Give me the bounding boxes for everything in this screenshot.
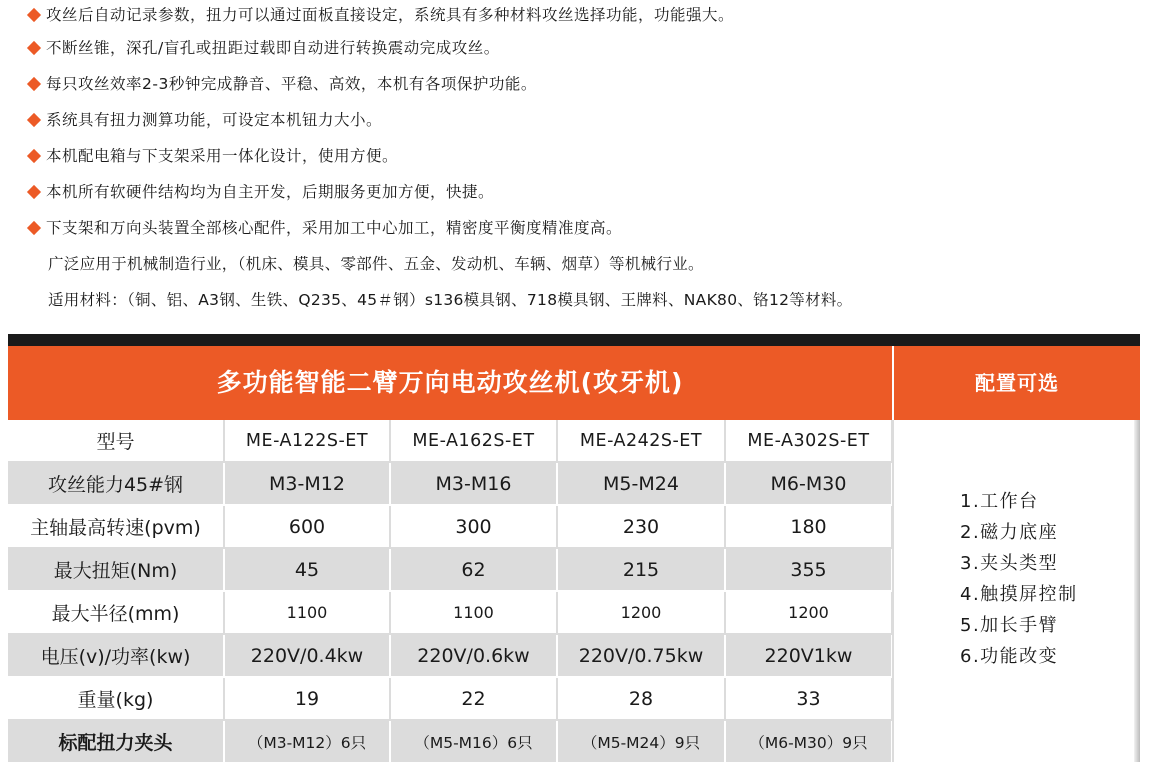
table-cell: ME-A302S-ET (725, 420, 892, 462)
diamond-bullet-icon (27, 41, 41, 55)
table-cell: 230 (557, 505, 725, 548)
materials-note: 适用材料：（铜、铝、A3钢、生铁、Q235、45＃钢）s136模具钢、718模具钢、王牌料、NAK80、铬12等材料。 (48, 291, 853, 309)
table-cell: ME-A242S-ET (557, 420, 725, 462)
spec-table (8, 420, 893, 764)
table-cell: M6-M30 (725, 462, 892, 505)
option-item: 1.工作台 (960, 491, 1039, 512)
table-row-chuck (8, 720, 892, 763)
table-cell: 220V/0.75kw (557, 634, 725, 677)
feature-text: 攻丝后自动记录参数，扭力可以通过面板直接设定，系统具有多种材料攻丝选择功能，功能强大。 (46, 6, 735, 24)
card-header (8, 346, 1140, 420)
table-cell: M5-M24 (557, 462, 725, 505)
table-cell: （M5-M24）9只 (557, 720, 725, 763)
table-cell: M3-M16 (390, 462, 557, 505)
table-cell: ME-A122S-ET (224, 420, 390, 462)
table-cell: 22 (390, 677, 557, 720)
product-title: 多功能智能二臂万向电动攻丝机(攻牙机) (216, 368, 684, 397)
table-row-speed (8, 505, 892, 548)
feature-item (26, 174, 1136, 210)
diamond-bullet-icon (27, 113, 41, 127)
option-item: 5.加长手臂 (960, 615, 1059, 636)
row-label: 最大扭矩(Nm) (8, 548, 224, 591)
table-cell: （M5-M16）6只 (390, 720, 557, 763)
row-label: 电压(v)/功率(kw) (8, 634, 224, 677)
option-item: 4.触摸屏控制 (960, 584, 1078, 605)
feature-list (26, 0, 1136, 318)
option-item: 3.夹头类型 (960, 553, 1059, 574)
feature-item (26, 30, 1136, 66)
diamond-bullet-icon (27, 8, 41, 22)
table-cell: 33 (725, 677, 892, 720)
option-item: 6.功能改变 (960, 646, 1059, 667)
table-row-power (8, 634, 892, 677)
table-cell: 28 (557, 677, 725, 720)
table-cell: 600 (224, 505, 390, 548)
option-item: 2.磁力底座 (960, 522, 1059, 543)
feature-text: 不断丝锥，深孔/盲孔或扭距过载即自动进行转换震动完成攻丝。 (46, 39, 500, 57)
table-row-torque (8, 548, 892, 591)
diamond-bullet-icon (27, 221, 41, 235)
table-cell: 19 (224, 677, 390, 720)
table-cell: 220V1kw (725, 634, 892, 677)
row-label: 攻丝能力45#钢 (8, 462, 224, 505)
table-cell: 62 (390, 548, 557, 591)
feature-text: 系统具有扭力测算功能，可设定本机钮力大小。 (46, 111, 383, 129)
feature-text: 本机所有软硬件结构均为自主开发，后期服务更加方便，快捷。 (46, 183, 495, 201)
feature-item (26, 102, 1136, 138)
row-label: 最大半径(mm) (8, 591, 224, 634)
table-cell: ME-A162S-ET (390, 420, 557, 462)
table-cell: （M3-M12）6只 (224, 720, 390, 763)
spec-card (8, 334, 1140, 762)
feature-text: 每只攻丝效率2-3秒钟完成静音、平稳、高效，本机有各项保护功能。 (46, 75, 537, 93)
options-panel (892, 420, 1140, 762)
table-cell: 355 (725, 548, 892, 591)
card-top-bar (8, 334, 1140, 346)
table-cell: 215 (557, 548, 725, 591)
table-cell: 180 (725, 505, 892, 548)
feature-item (26, 66, 1136, 102)
table-row-model (8, 420, 892, 462)
diamond-bullet-icon (27, 77, 41, 91)
applications-note: 广泛应用于机械制造行业，（机床、模具、零部件、五金、发动机、车辆、烟草）等机械行业。 (48, 255, 704, 273)
table-cell: 45 (224, 548, 390, 591)
table-cell: 1200 (557, 591, 725, 634)
feature-text: 本机配电箱与下支架采用一体化设计，使用方便。 (46, 147, 399, 165)
table-cell: 1200 (725, 591, 892, 634)
table-row-weight (8, 677, 892, 720)
row-label: 重量(kg) (8, 677, 224, 720)
table-cell: M3-M12 (224, 462, 390, 505)
table-row-radius (8, 591, 892, 634)
diamond-bullet-icon (27, 149, 41, 163)
table-cell: 300 (390, 505, 557, 548)
options-list (960, 486, 1078, 672)
table-cell: 220V/0.6kw (390, 634, 557, 677)
table-cell: 1100 (224, 591, 390, 634)
table-cell: （M6-M30）9只 (725, 720, 892, 763)
options-title: 配置可选 (975, 371, 1059, 395)
feature-item (26, 138, 1136, 174)
feature-text: 下支架和万向头装置全部核心配件，采用加工中心加工，精密度平衡度精准度高。 (46, 219, 623, 237)
row-label: 标配扭力夹头 (8, 720, 224, 763)
table-cell: 220V/0.4kw (224, 634, 390, 677)
table-cell: 1100 (390, 591, 557, 634)
row-label: 型号 (8, 420, 224, 462)
feature-item (26, 210, 1136, 246)
row-label: 主轴最高转速(pvm) (8, 505, 224, 548)
diamond-bullet-icon (27, 185, 41, 199)
feature-item (26, 0, 1136, 30)
table-row-capacity (8, 462, 892, 505)
